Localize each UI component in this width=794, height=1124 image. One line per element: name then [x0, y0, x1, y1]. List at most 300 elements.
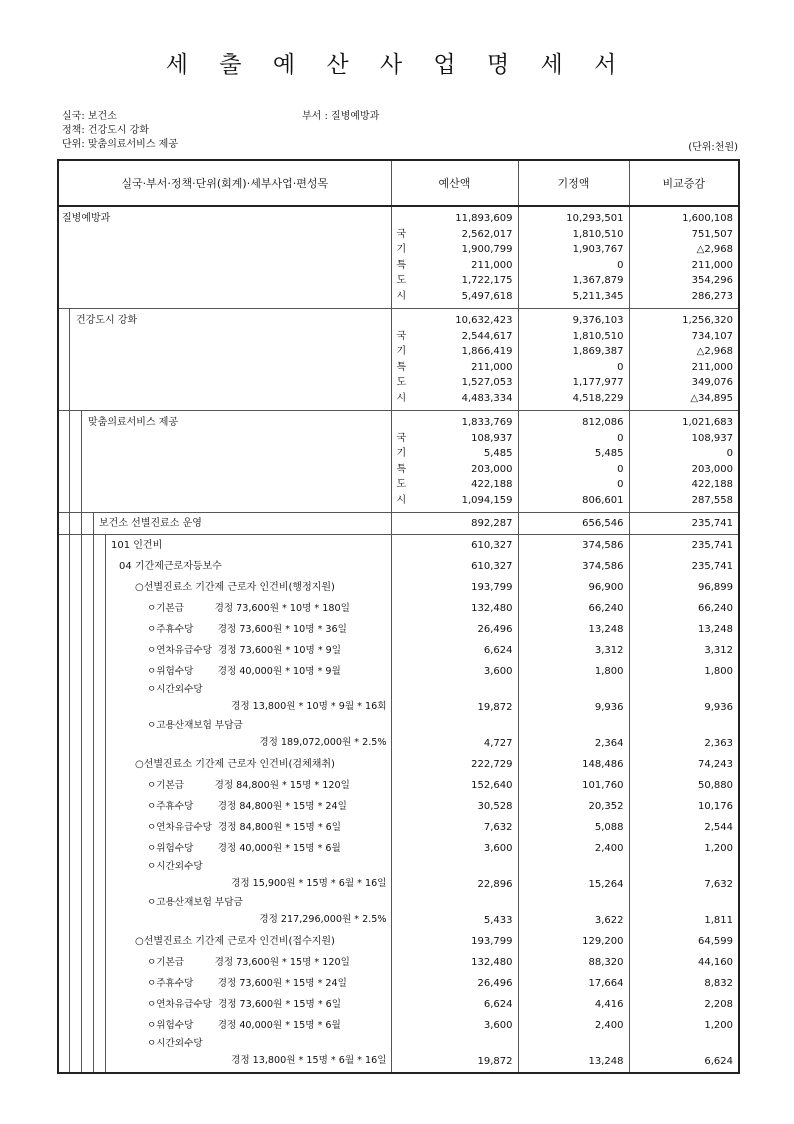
budget-value: 203,000 — [471, 463, 513, 475]
group-name: 질병예방과 — [62, 213, 111, 224]
indent-rule — [105, 718, 106, 754]
budget-value: 4,727 — [483, 738, 513, 749]
indent-rule — [93, 718, 94, 754]
budget-value: 2,562,017 — [461, 228, 513, 240]
table-row — [58, 556, 739, 577]
budget-line — [392, 211, 518, 227]
prev-value: 806,601 — [582, 494, 624, 506]
money-unit: (단위:천원) — [688, 142, 738, 153]
indent-rule — [105, 895, 106, 931]
indent-rule — [93, 775, 94, 796]
prev-value: 0 — [617, 463, 624, 475]
budget-value: 222,729 — [471, 759, 513, 770]
compare-value: 751,507 — [691, 228, 733, 240]
prev-value: 1,810,510 — [572, 228, 624, 240]
compare-value: 74,243 — [698, 759, 733, 770]
budget-value: 6,624 — [483, 999, 513, 1010]
budget-line — [392, 446, 518, 462]
prev-value: 66,240 — [588, 603, 624, 614]
indent-rule — [93, 640, 94, 661]
budget-line — [392, 375, 518, 391]
compare-value: 235,741 — [691, 561, 733, 572]
indent-rule — [105, 754, 106, 775]
indent-rule — [69, 535, 70, 556]
compare-value: 0 — [726, 448, 733, 459]
table-row — [58, 952, 739, 973]
table-header-row — [58, 160, 739, 206]
indent-rule — [81, 838, 82, 859]
fund-source: 도 — [396, 479, 407, 490]
budget-value: 1,094,159 — [461, 494, 513, 506]
item-name: ○선별진료소 기간제 근로자 인건비(행정지원) — [135, 582, 335, 593]
prev-value: 4,416 — [594, 999, 624, 1010]
item-name: ㅇ위험수당 경정 40,000원 * 10명 * 9월 — [147, 666, 341, 677]
indent-rule — [93, 556, 94, 577]
table-row — [58, 598, 739, 619]
table-row — [58, 619, 739, 640]
compare-value: 211,000 — [691, 259, 733, 271]
compare-value: 734,107 — [691, 330, 733, 342]
item-name: ㅇ주휴수당 경정 84,800원 * 15명 * 24일 — [147, 801, 347, 812]
fund-source: 특 — [396, 361, 407, 373]
budget-value: 1,527,053 — [461, 377, 513, 388]
budget-value: 3,600 — [483, 666, 513, 677]
budget-line — [392, 242, 518, 258]
table-row — [58, 754, 739, 775]
compare-value: 8,832 — [704, 978, 733, 989]
item-name: 04 기간제근로자등보수 — [119, 561, 222, 572]
indent-rule — [105, 817, 106, 838]
compare-value: 1,600,108 — [682, 213, 733, 224]
indent-rule — [105, 577, 106, 598]
fund-source: 특 — [396, 259, 407, 271]
indent-rule — [69, 1036, 70, 1072]
group-name: 건강도시 강화 — [76, 315, 138, 326]
indent-rule — [93, 994, 94, 1015]
budget-value: 11,893,609 — [455, 213, 513, 224]
header-compare: 비교증감 — [629, 160, 739, 206]
indent-rule — [93, 973, 94, 994]
indent-rule — [81, 411, 82, 512]
budget-line — [392, 329, 518, 345]
table-row — [58, 1036, 739, 1073]
prev-value: 17,664 — [588, 978, 624, 989]
item-name: ㅇ기본급 경정 73,600원 * 15명 * 120일 — [147, 957, 350, 968]
indent-rule — [69, 598, 70, 619]
prev-value: 129,200 — [582, 936, 624, 947]
fund-source: 시 — [396, 392, 407, 404]
indent-rule — [93, 817, 94, 838]
item-name: ㅇ주휴수당 경정 73,600원 * 10명 * 36일 — [147, 624, 347, 635]
indent-rule — [69, 682, 70, 718]
indent-rule — [93, 895, 94, 931]
item-name: 보건소 선별진료소 운영 — [99, 518, 202, 529]
compare-value: 13,248 — [698, 624, 733, 635]
item-formula: 경정 15,900원 * 15명 * 6월 * 16일 — [231, 878, 387, 889]
indent-rule — [93, 796, 94, 817]
indent-rule — [69, 309, 70, 410]
indent-rule — [93, 577, 94, 598]
budget-value: 1,900,799 — [461, 244, 513, 255]
indent-rule — [81, 775, 82, 796]
indent-rule — [69, 838, 70, 859]
indent-rule — [81, 661, 82, 682]
compare-value: 108,937 — [691, 432, 733, 444]
compare-value: 286,273 — [691, 290, 733, 302]
compare-value: 1,021,683 — [682, 417, 733, 428]
fund-source: 도 — [396, 377, 407, 388]
prev-value: 13,248 — [588, 1056, 624, 1067]
budget-line — [392, 289, 518, 305]
table-row — [58, 973, 739, 994]
compare-value: 96,899 — [698, 582, 733, 593]
indent-rule — [81, 859, 82, 895]
budget-value: 132,480 — [471, 603, 513, 614]
fund-source: 시 — [396, 290, 407, 302]
compare-value: 1,200 — [704, 1020, 733, 1031]
item-name: ㅇ연차유급수당 경정 73,600원 * 10명 * 9일 — [147, 645, 342, 656]
table-row — [58, 682, 739, 718]
compare-value: 235,741 — [691, 518, 733, 529]
item-formula: 경정 189,072,000원 * 2.5% — [259, 737, 387, 748]
budget-value: 193,799 — [471, 582, 513, 593]
indent-rule — [93, 952, 94, 973]
document-title: 세 출 예 산 사 업 명 세 서 — [165, 52, 629, 78]
indent-rule — [69, 619, 70, 640]
prev-value: 1,810,510 — [572, 330, 624, 342]
indent-rule — [105, 619, 106, 640]
budget-value: 26,496 — [477, 978, 513, 989]
indent-rule — [105, 661, 106, 682]
budget-value: 30,528 — [477, 801, 513, 812]
fund-source: 국 — [396, 432, 407, 444]
budget-line — [392, 258, 518, 274]
indent-rule — [93, 931, 94, 952]
table-row — [58, 1015, 739, 1036]
prev-value: 0 — [617, 432, 624, 444]
prev-value: 3,622 — [594, 915, 624, 926]
compare-value: 422,188 — [691, 479, 733, 490]
budget-line — [392, 360, 518, 376]
item-name: ㅇ위험수당 경정 40,000원 * 15명 * 6월 — [147, 843, 341, 854]
group-name: 맞춤의료서비스 제공 — [88, 417, 179, 428]
indent-rule — [93, 754, 94, 775]
compare-value: 2,363 — [704, 738, 733, 749]
indent-rule — [93, 859, 94, 895]
fund-source: 시 — [396, 494, 407, 506]
meta-policy: 정책: 건강도시 강화 — [62, 125, 150, 136]
table-row — [58, 895, 739, 931]
table-row — [58, 859, 739, 895]
indent-rule — [69, 661, 70, 682]
indent-rule — [69, 895, 70, 931]
budget-value: 2,544,617 — [461, 330, 513, 342]
item-formula: 경정 13,800원 * 10명 * 9월 * 16회 — [231, 701, 387, 712]
header-budget: 예산액 — [391, 160, 518, 206]
prev-value: 812,086 — [582, 417, 624, 428]
indent-rule — [81, 817, 82, 838]
compare-value: 235,741 — [691, 540, 733, 551]
compare-value: 211,000 — [691, 361, 733, 373]
compare-value: 203,000 — [691, 463, 733, 475]
item-name: ㅇ연차유급수당 경정 73,600원 * 15명 * 6일 — [147, 999, 342, 1010]
budget-value: 892,287 — [471, 518, 513, 529]
indent-rule — [93, 1015, 94, 1036]
indent-rule — [81, 535, 82, 556]
prev-value: 96,900 — [588, 582, 624, 593]
prev-value: 374,586 — [582, 540, 624, 551]
indent-rule — [105, 640, 106, 661]
indent-rule — [81, 598, 82, 619]
indent-rule — [69, 994, 70, 1015]
prev-value: 2,400 — [594, 1020, 624, 1031]
budget-value: 19,872 — [477, 702, 513, 713]
indent-rule — [93, 535, 94, 556]
indent-rule — [81, 952, 82, 973]
prev-value: 13,248 — [588, 624, 624, 635]
indent-rule — [69, 931, 70, 952]
table-row — [58, 838, 739, 859]
budget-line — [392, 273, 518, 289]
compare-value: 7,632 — [704, 879, 733, 890]
indent-rule — [105, 973, 106, 994]
table-row — [58, 817, 739, 838]
indent-rule — [105, 682, 106, 718]
compare-value: 2,208 — [704, 999, 733, 1010]
budget-line — [392, 344, 518, 360]
indent-rule — [93, 598, 94, 619]
fund-source: 기 — [396, 346, 407, 357]
indent-rule — [69, 1015, 70, 1036]
indent-rule — [69, 754, 70, 775]
indent-rule — [69, 411, 70, 512]
budget-value: 5,497,618 — [461, 290, 513, 302]
budget-value: 211,000 — [471, 361, 513, 373]
fund-source: 특 — [396, 463, 407, 475]
indent-rule — [69, 577, 70, 598]
budget-value: 610,327 — [471, 561, 513, 572]
indent-rule — [105, 952, 106, 973]
indent-rule — [105, 859, 106, 895]
compare-value: 64,599 — [698, 936, 733, 947]
table-row — [58, 661, 739, 682]
indent-rule — [81, 796, 82, 817]
indent-rule — [81, 513, 82, 534]
fund-source: 도 — [396, 275, 407, 286]
meta-org: 실국: 보건소 — [62, 111, 117, 122]
prev-value: 2,400 — [594, 843, 624, 854]
budget-line — [392, 391, 518, 407]
item-name: ㅇ시간외수당 — [147, 861, 203, 872]
prev-value: 1,869,387 — [572, 346, 624, 357]
prev-value: 5,211,345 — [572, 290, 624, 302]
item-name: ㅇ위험수당 경정 40,000원 * 15명 * 6월 — [147, 1020, 341, 1031]
compare-value: 354,296 — [691, 275, 733, 286]
prev-value: 1,903,767 — [572, 244, 624, 255]
indent-rule — [81, 994, 82, 1015]
budget-line — [392, 431, 518, 447]
indent-rule — [81, 556, 82, 577]
prev-value: 9,376,103 — [572, 315, 624, 326]
budget-value: 6,624 — [483, 645, 513, 656]
prev-value: 4,518,229 — [572, 392, 624, 404]
budget-value: 193,799 — [471, 936, 513, 947]
budget-value: 10,632,423 — [455, 315, 513, 326]
budget-line — [392, 313, 518, 329]
indent-rule — [81, 619, 82, 640]
prev-value: 9,936 — [594, 702, 624, 713]
indent-rule — [93, 838, 94, 859]
prev-value: 15,264 — [588, 879, 624, 890]
indent-rule — [69, 513, 70, 534]
budget-value: 132,480 — [471, 957, 513, 968]
indent-rule — [81, 1036, 82, 1072]
prev-value: 10,293,501 — [566, 213, 624, 224]
compare-value: 66,240 — [698, 603, 733, 614]
table-row — [58, 796, 739, 817]
fund-source: 기 — [396, 448, 407, 459]
indent-rule — [69, 973, 70, 994]
indent-rule — [105, 796, 106, 817]
group-row — [58, 411, 739, 513]
group-row — [58, 206, 739, 309]
table-row — [58, 577, 739, 598]
compare-value: 1,200 — [704, 843, 733, 854]
indent-rule — [81, 754, 82, 775]
prev-value: 148,486 — [582, 759, 624, 770]
prev-value: 3,312 — [594, 645, 624, 656]
budget-value: 3,600 — [483, 843, 513, 854]
table-row — [58, 718, 739, 754]
prev-value: 5,485 — [594, 448, 624, 459]
compare-value: 9,936 — [704, 702, 733, 713]
budget-line — [392, 462, 518, 478]
compare-value: 2,544 — [704, 822, 733, 833]
item-name: ㅇ고용산재보험 부담금 — [147, 897, 243, 908]
item-formula: 경정 13,800원 * 15명 * 6월 * 16일 — [231, 1055, 387, 1066]
indent-rule — [105, 994, 106, 1015]
item-name: ○선별진료소 기간제 근로자 인건비(접수지원) — [135, 936, 335, 947]
indent-rule — [81, 931, 82, 952]
table-row — [58, 640, 739, 661]
indent-rule — [69, 796, 70, 817]
indent-rule — [105, 535, 106, 556]
prev-value: 0 — [617, 361, 624, 373]
fund-source: 기 — [396, 244, 407, 255]
compare-value: 1,811 — [704, 915, 733, 926]
prev-value: 1,177,977 — [572, 377, 624, 388]
compare-value: △2,968 — [696, 346, 733, 357]
indent-rule — [93, 1036, 94, 1072]
table-row — [58, 994, 739, 1015]
item-name: ㅇ기본급 경정 73,600원 * 10명 * 180일 — [147, 603, 350, 614]
indent-rule — [69, 556, 70, 577]
table-row — [58, 513, 739, 535]
budget-line — [392, 477, 518, 493]
budget-line — [392, 227, 518, 243]
compare-value: 1,256,320 — [682, 315, 733, 326]
compare-value: 287,558 — [691, 494, 733, 506]
budget-value: 7,632 — [483, 822, 513, 833]
indent-rule — [105, 556, 106, 577]
budget-line — [392, 415, 518, 431]
compare-value: 3,312 — [704, 645, 733, 656]
budget-value: 152,640 — [471, 780, 513, 791]
indent-rule — [69, 859, 70, 895]
prev-value: 1,367,879 — [572, 275, 624, 286]
item-name: ㅇ고용산재보험 부담금 — [147, 720, 243, 731]
indent-rule — [81, 973, 82, 994]
budget-value: 1,833,769 — [461, 417, 513, 428]
fund-source: 국 — [396, 330, 407, 342]
prev-value: 101,760 — [582, 780, 624, 791]
compare-value: 10,176 — [698, 801, 733, 812]
budget-value: 19,872 — [477, 1056, 513, 1067]
prev-value: 374,586 — [582, 561, 624, 572]
compare-value: 1,800 — [704, 666, 733, 677]
compare-value: △34,895 — [690, 392, 733, 404]
fund-source: 국 — [396, 228, 407, 240]
indent-rule — [69, 817, 70, 838]
header-name: 실국·부서·정책·단위(회계)·세부사업·편성목 — [58, 160, 391, 206]
meta-dept: 부서 : 질병예방과 — [302, 111, 380, 122]
prev-value: 2,364 — [594, 738, 624, 749]
budget-value: 211,000 — [471, 259, 513, 271]
budget-value: 1,722,175 — [461, 275, 513, 286]
compare-value: △2,968 — [696, 244, 733, 255]
table-row — [58, 535, 739, 557]
prev-value: 656,546 — [582, 518, 624, 529]
budget-value: 26,496 — [477, 624, 513, 635]
budget-value: 5,433 — [483, 915, 513, 926]
prev-value: 20,352 — [588, 801, 624, 812]
table-row — [58, 931, 739, 952]
indent-rule — [69, 640, 70, 661]
indent-rule — [69, 952, 70, 973]
indent-rule — [93, 661, 94, 682]
prev-value: 1,800 — [594, 666, 624, 677]
prev-value: 0 — [617, 479, 624, 490]
indent-rule — [81, 895, 82, 931]
prev-value: 5,088 — [594, 822, 624, 833]
item-name: ○선별진료소 기간제 근로자 인건비(검체채취) — [135, 759, 335, 770]
item-name: ㅇ시간외수당 — [147, 684, 203, 695]
budget-value: 422,188 — [471, 479, 513, 490]
indent-rule — [93, 682, 94, 718]
budget-line — [392, 493, 518, 509]
group-row — [58, 309, 739, 411]
prev-value: 0 — [617, 259, 624, 271]
indent-rule — [81, 682, 82, 718]
indent-rule — [105, 598, 106, 619]
budget-value: 4,483,334 — [461, 392, 513, 404]
indent-rule — [81, 718, 82, 754]
item-name: 101 인건비 — [111, 540, 163, 551]
header-prev: 기정액 — [518, 160, 629, 206]
indent-rule — [105, 838, 106, 859]
budget-value: 22,896 — [477, 879, 513, 890]
indent-rule — [81, 640, 82, 661]
indent-rule — [93, 513, 94, 534]
item-name: ㅇ기본급 경정 84,800원 * 15명 * 120일 — [147, 780, 350, 791]
table-row — [58, 775, 739, 796]
item-name: ㅇ시간외수당 — [147, 1038, 203, 1049]
compare-value: 44,160 — [698, 957, 733, 968]
budget-table — [57, 159, 740, 1074]
indent-rule — [105, 931, 106, 952]
budget-value: 610,327 — [471, 540, 513, 551]
item-name: ㅇ주휴수당 경정 73,600원 * 15명 * 24일 — [147, 978, 347, 989]
